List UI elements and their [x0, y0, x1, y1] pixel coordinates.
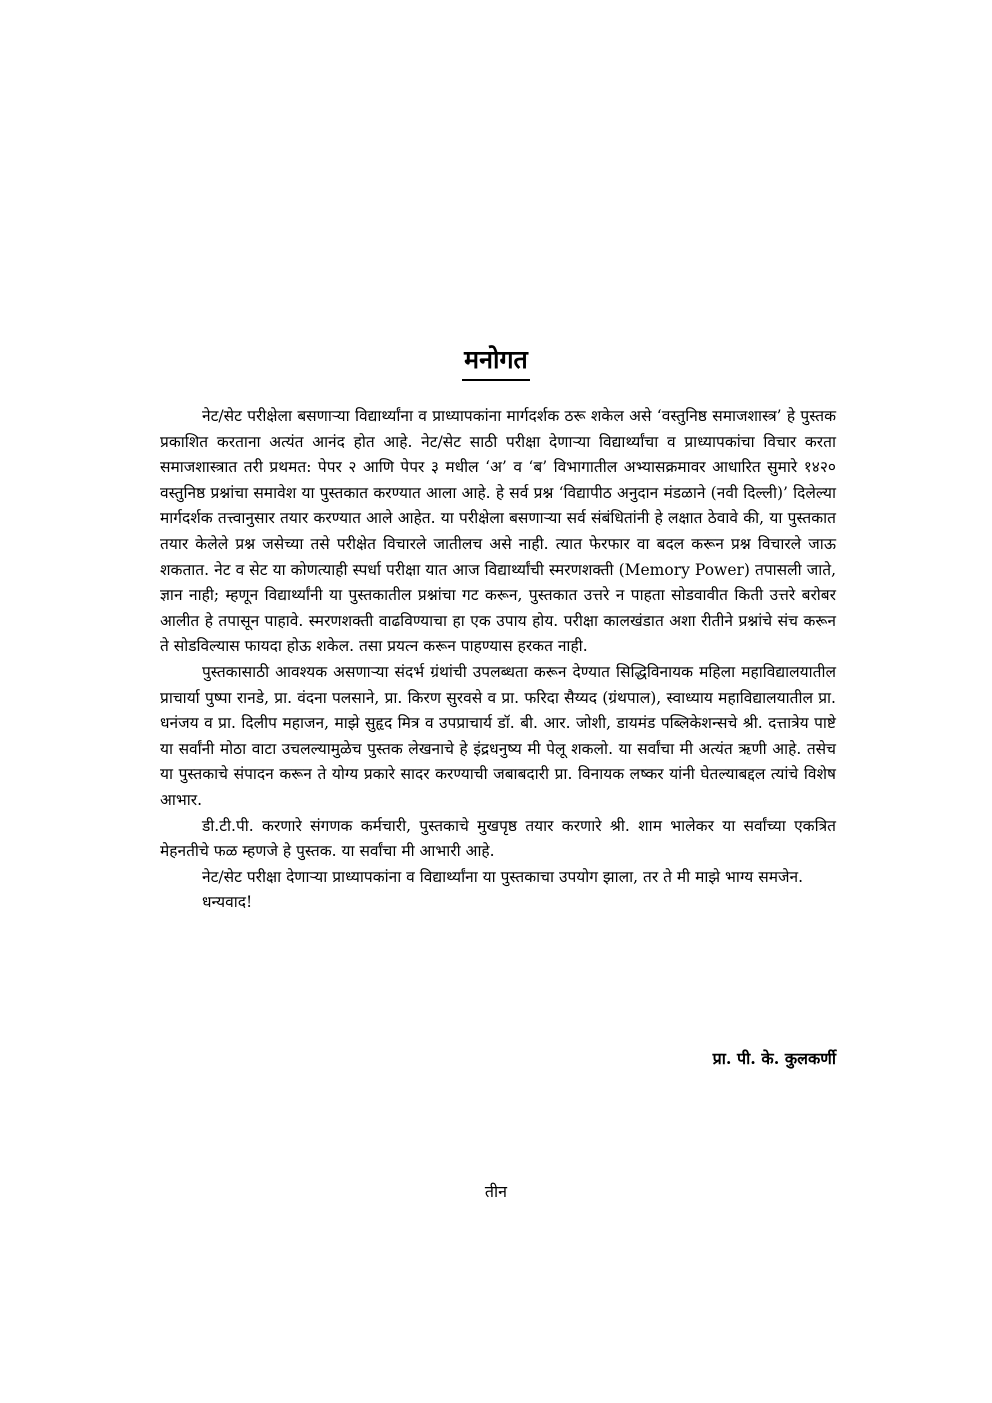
paragraph-1: नेट/सेट परीक्षेला बसणाऱ्या विद्यार्थ्यांना व प्राध्यापकांना मार्गदर्शक ठरू शकेल असे ‘वस्तुनिष्ठ समाजशास्त्र’ हे पुस्तक प्रकाशित करताना अत्यंत आनंद होत आहे. नेट/सेट साठी परीक्षा देणाऱ्या विद्यार्थ्यांचा व प्राध्यापकांचा विचार करता समाजशास्त्रात तरी प्रथमत: पेपर २ आणि पेपर ३ मधील ‘अ’ व ‘ब’ विभागातील अभ्यासक्रमावर आधारित सुमारे १४२० वस्तुनिष्ठ प्रश्नांचा समावेश या पुस्तकात करण्यात आला आहे. हे सर्व प्रश्न ‘विद्यापीठ अनुदान मंडळाने (नवी दिल्ली)’ दिलेल्या मार्गदर्शक तत्त्वानुसार तयार करण्यात आले आहेत. या परीक्षेला बसणाऱ्या सर्व संबंधितांनी हे लक्षात ठेवावे की, या पुस्तकात तयार केलेले प्रश्न जसेच्या तसे परीक्षेत विचारले जातीलच असे नाही. त्यात फेरफार वा बदल करून प्रश्न विचारले जाऊ शकतात. नेट व सेट या कोणत्याही स्पर्धा परीक्षा यात आज विद्यार्थ्यांची स्मरणशक्ती (Memory Power) तपासली जाते, ज्ञान नाही; म्हणून विद्यार्थ्यांनी या पुस्तकातील प्रश्नांचा गट करून, पुस्तकात उत्तरे न पाहता सोडवावीत किती उत्तरे बरोबर आलीत हे तपासून पाहावे. स्मरणशक्ती वाढविण्याचा हा एक उपाय होय. परीक्षा कालखंडात अशा रीतीने प्रश्नांचे संच करून ते सोडविल्यास फायदा होऊ शकेल. तसा प्रयत्न करून पाहण्यास हरकत नाही.	[160, 407, 836, 656]
paragraph-5: धन्यवाद!	[202, 893, 253, 912]
paragraph-3: डी.टी.पी. करणारे संगणक कर्मचारी, पुस्तकाचे मुखपृष्ठ तयार करणारे श्री. शाम भालेकर या सर्वांच्या एकत्रित मेहनतीचे फळ म्हणजे हे पुस्तक. या सर्वांचा मी आभारी आहे.	[160, 816, 836, 861]
page-number: तीन	[484, 1182, 508, 1201]
title-text: मनोगत	[462, 342, 530, 381]
paragraph-2: पुस्तकासाठी आवश्यक असणाऱ्या संदर्भ ग्रंथांची उपलब्धता करून देण्यात सिद्धिविनायक महिला महाविद्यालयातील प्राचार्या पुष्पा रानडे, प्रा. वंदना पलसाने, प्रा. किरण सुरवसे व प्रा. फरिदा सैय्यद (ग्रंथपाल), स्वाध्याय महाविद्यालयातील प्रा. धनंजय व प्रा. दिलीप महाजन, माझे सुहृद मित्र व उपप्राचार्य डॉ. बी. आर. जोशी, डायमंड पब्लिकेशन्सचे श्री. दत्तात्रेय पाष्टे या सर्वांनी मोठा वाटा उचलल्यामुळेच पुस्तक लेखनाचे हे इंद्रधनुष्य मी पेलू शकलो. या सर्वांचा मी अत्यंत ऋणी आहे. तसेच या पुस्तकाचे संपादन करून ते योग्य प्रकारे सादर करण्याची जबाबदारी प्रा. विनायक लष्कर यांनी घेतल्याबद्दल त्यांचे विशेष आभार.	[160, 662, 836, 809]
body-text	[160, 404, 836, 916]
author-signature: प्रा. पी. के. कुलकर्णी	[712, 1049, 836, 1068]
page-title	[0, 342, 992, 381]
paragraph-4: नेट/सेट परीक्षा देणाऱ्या प्राध्यापकांना व विद्यार्थ्यांना या पुस्तकाचा उपयोग झाला, तर ते मी माझे भाग्य समजेन.	[202, 867, 803, 886]
